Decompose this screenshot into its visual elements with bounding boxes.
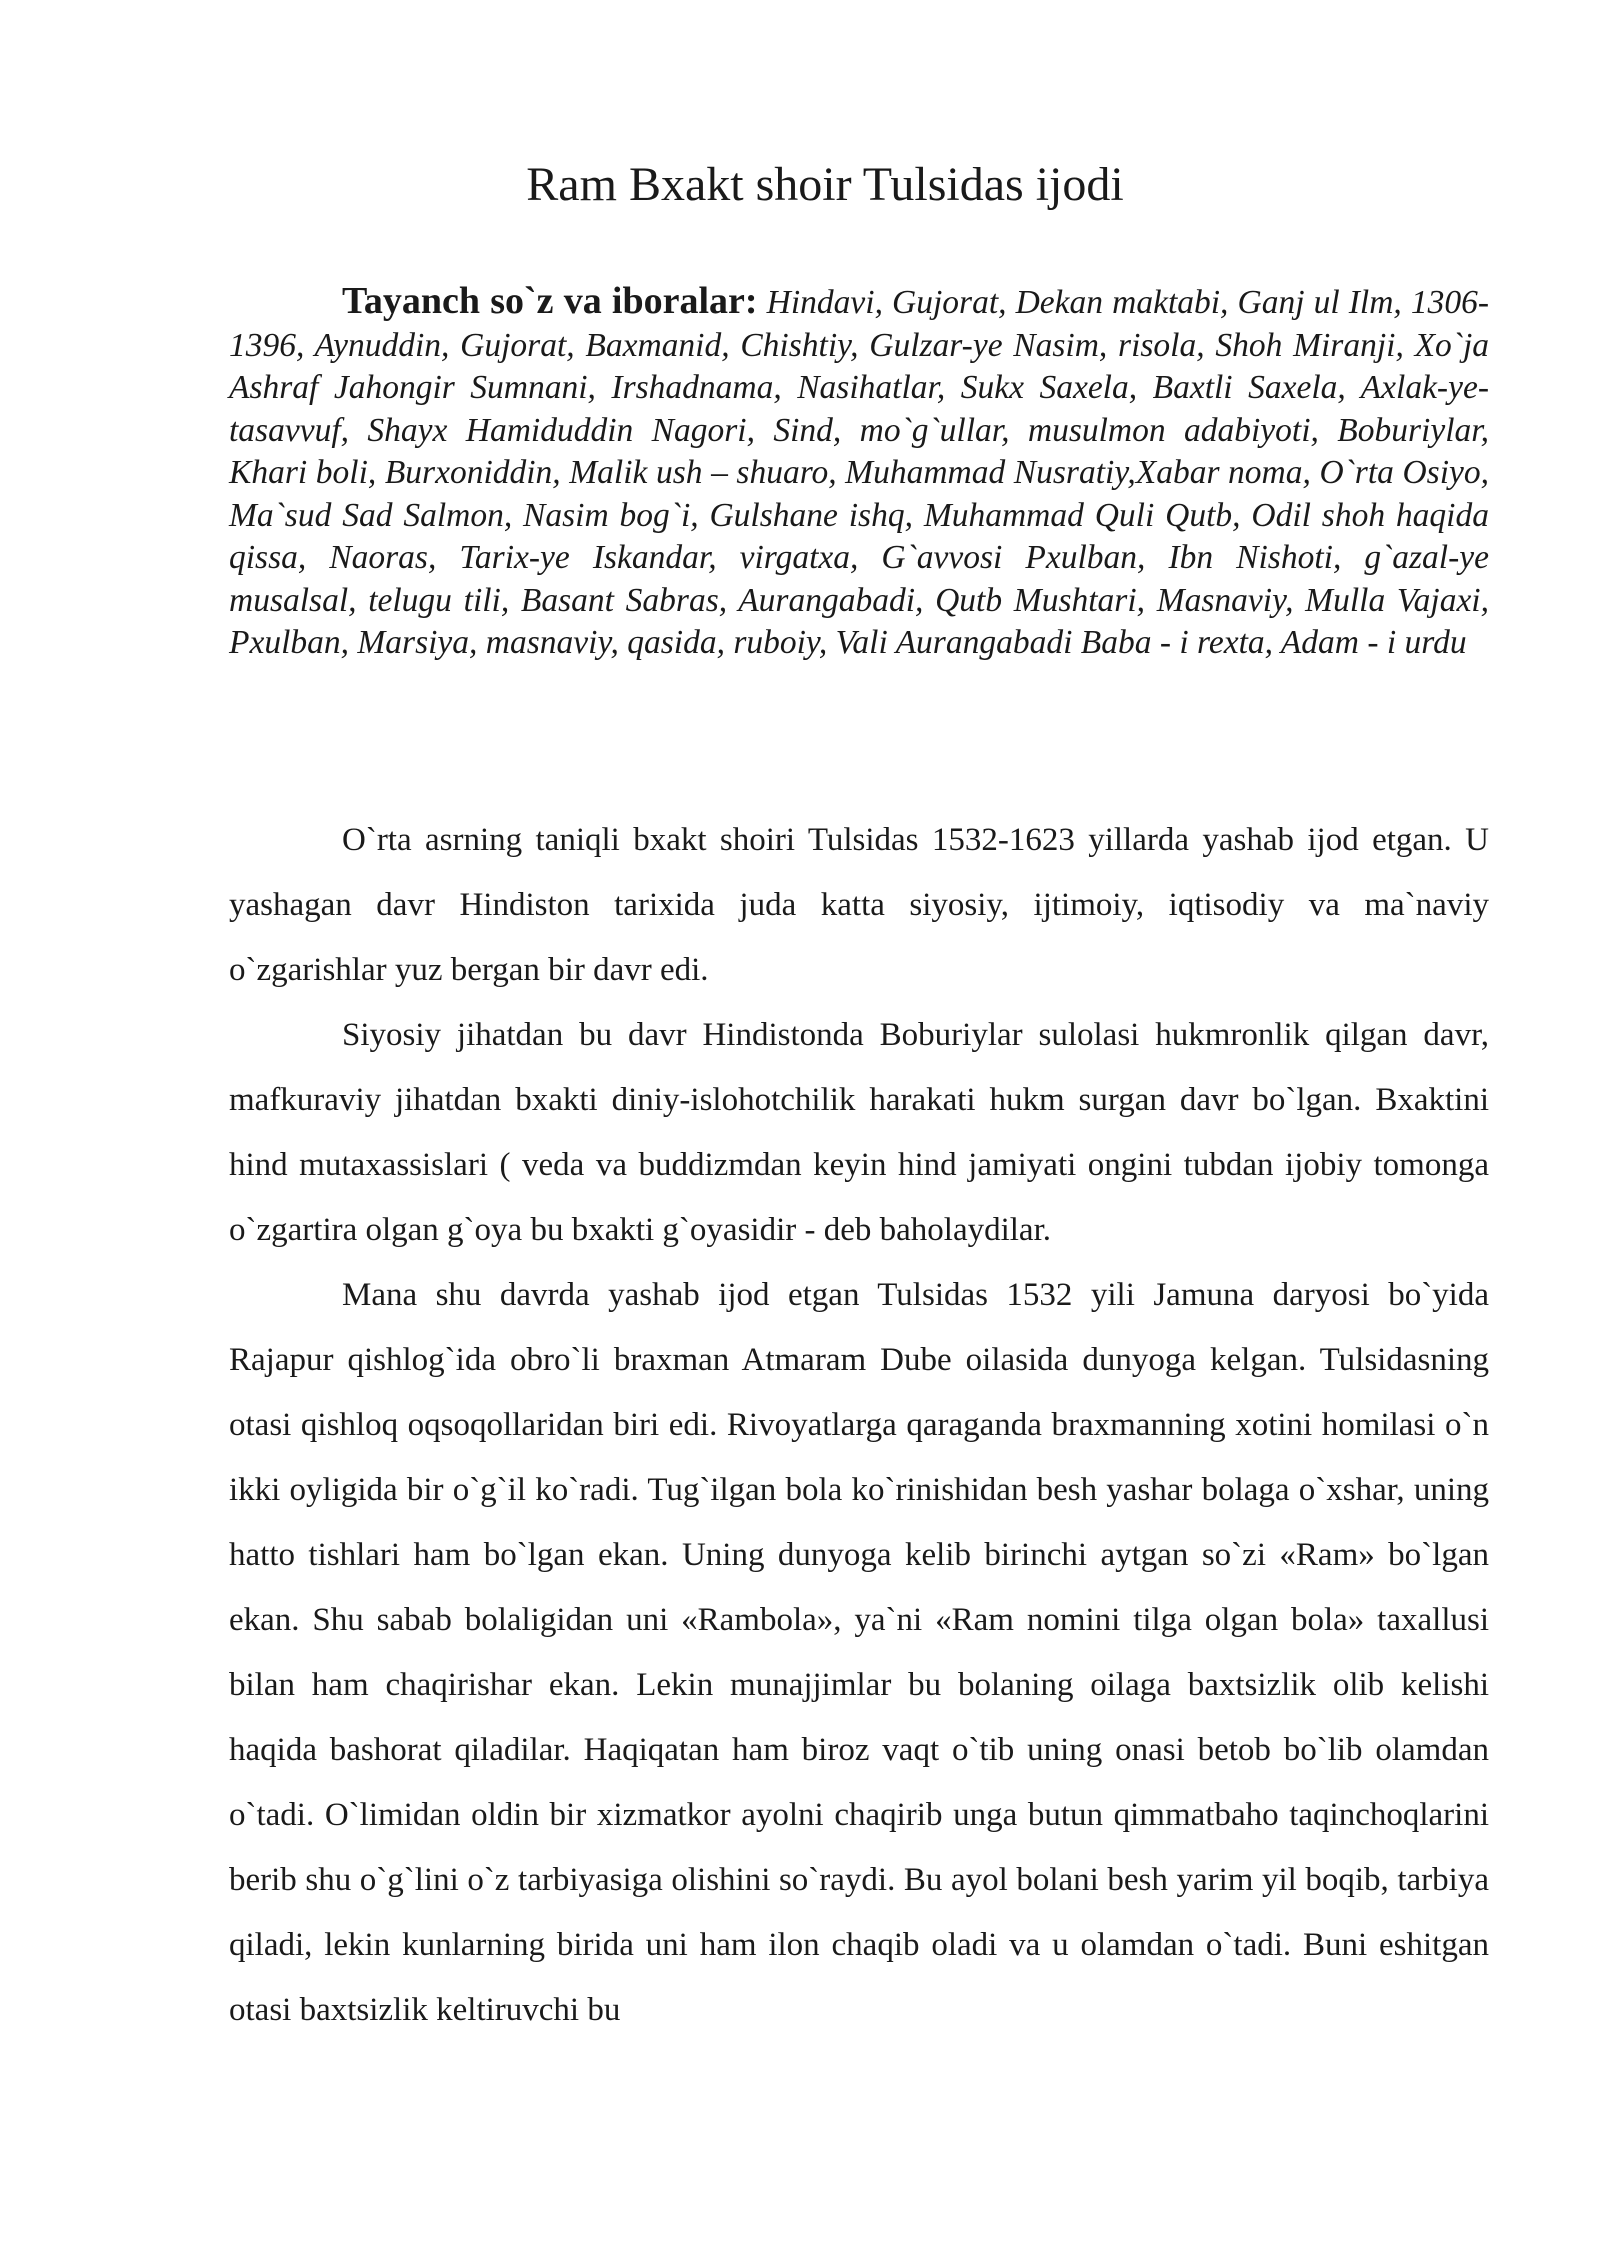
paragraph-2: Siyosiy jihatdan bu davr Hindistonda Boburiylar sulolasi hukmronlik qilgan davr, mafkuraviy jihatdan bxakti diniy-islohotchilik harakati hukm surgan davr bo`lgan. Bxaktini hind mutaxassislari ( veda va buddizmdan keyin hind jamiyati ongini tubdan ijobiy tomonga o`zgartira olgan g`oya bu bxakti g`oyasidir - deb baholaydilar. — [229, 1017, 1489, 1248]
keywords-label: Tayanch so`z va iboralar: — [342, 280, 758, 322]
keywords-block — [229, 280, 1489, 665]
paragraph-1: O`rta asrning taniqli bxakt shoiri Tulsidas 1532-1623 yillarda yashab ijod etgan. U yashagan davr Hindiston tarixida juda katta siyosiy, ijtimoiy, iqtisodiy va ma`naviy o`zgarishlar yuz bergan bir davr edi. — [229, 822, 1489, 988]
keywords-list: Hindavi, Gujorat, Dekan maktabi, Ganj ul Ilm, 1306-1396, Aynuddin, Gujorat, Baxmanid, Chishtiy, Gulzar-ye Nasim, risola, Shoh Miranji, Xo`ja Ashraf Jahongir Sumnani, Irshadnama, Nasihatlar, Sukx Saxela, Baxtli Saxela, Axlak-ye-tasavvuf, Shayx Hamiduddin Nagori, Sind, mo`g`ullar, musulmon adabiyoti, Boburiylar, Khari boli, Burxoniddin, Malik ush – shuaro, Muhammad Nusratiy,Xabar noma, O`rta Osiyo, Ma`sud Sad Salmon, Nasim bog`i, Gulshane ishq, Muhammad Quli Qutb, Odil shoh haqida qissa, Naoras, Tarix-ye Iskandar, virgatxa, G`avvosi Pxulban, Ibn Nishoti, g`azal-ye musalsal, telugu tili, Basant Sabras, Aurangabadi, Qutb Mushtari, Masnaviy, Mulla Vajaxi, Pxulban, Marsiya, masnaviy, qasida, ruboiy, Vali Aurangabadi Baba - i rexta, Adam - i urdu — [229, 284, 1490, 661]
body-text — [229, 808, 1489, 2043]
paragraph-3: Mana shu davrda yashab ijod etgan Tulsidas 1532 yili Jamuna daryosi bo`yida Rajapur qishlog`ida obro`li braxman Atmaram Dube oilasida dunyoga kelgan. Tulsidasning otasi qishloq oqsoqollaridan biri edi. Rivoyatlarga qaraganda braxmanning xotini homilasi o`n ikki oyligida bir o`g`il ko`radi. Tug`ilgan bola ko`rinishidan besh yashar bolaga o`xshar, uning hatto tishlari ham bo`lgan ekan. Uning dunyoga kelib birinchi aytgan so`zi «Ram» bo`lgan ekan. Shu sabab bolaligidan uni «Rambola», ya`ni «Ram nomini tilga olgan bola» taxallusi bilan ham chaqirishar ekan. Lekin munajjimlar bu bolaning oilaga baxtsizlik olib kelishi haqida bashorat qiladilar. Haqiqatan ham biroz vaqt o`tib uning onasi betob bo`lib olamdan o`tadi. O`limidan oldin bir xizmatkor ayolni chaqirib unga butun qimmatbaho taqinchoqlarini berib shu o`g`lini o`z tarbiyasiga olishini so`raydi. Bu ayol bolani besh yarim yil boqib, tarbiya qiladi, lekin kunlarning birida uni ham ilon chaqib oladi va u olamdan o`tadi. Buni eshitgan otasi baxtsizlik keltiruvchi bu — [229, 1277, 1489, 2028]
document-title: Ram Bxakt shoir Tulsidas ijodi — [526, 158, 1124, 211]
